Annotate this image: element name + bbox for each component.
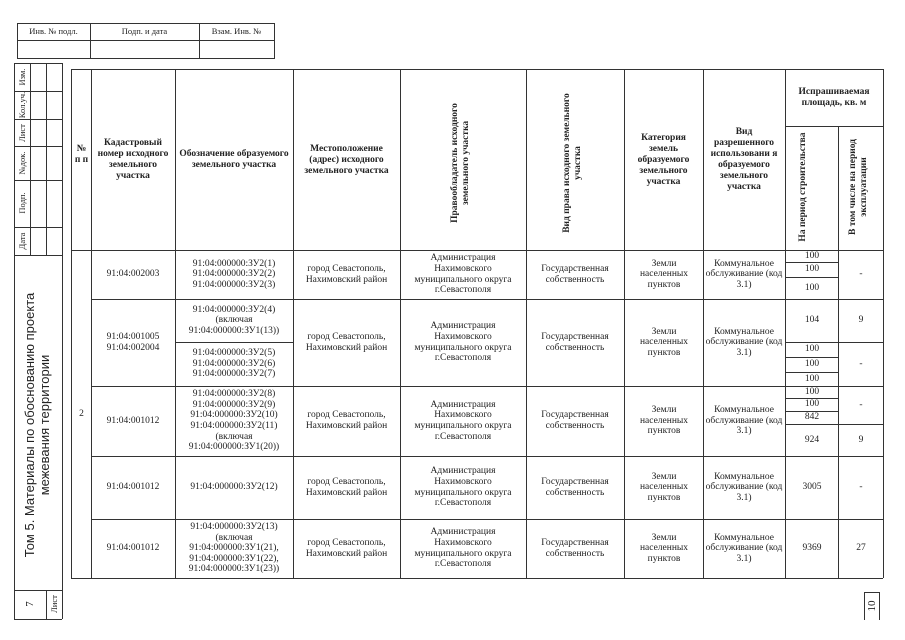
header-num: № п п: [74, 144, 89, 165]
row3-construction-b: 924: [804, 434, 820, 445]
row3-right: Государственная собственность: [541, 410, 609, 431]
row2-construction-b1: 100: [804, 344, 820, 355]
header-use: Вид разрешенного использовани я образуемого земельного участка: [710, 127, 778, 192]
page-number: 10: [866, 600, 878, 612]
row2-designation-b: 91:04:000000:ЗУ2(5) 91:04:000000:ЗУ2(6) 91:04:000000:ЗУ2(7): [192, 348, 276, 380]
stamp-inv-podl: Инв. № подл.: [29, 26, 78, 37]
stamp-podp: Подп.: [17, 192, 27, 214]
header-category: Категория земель образуемого земельного участка: [637, 132, 690, 187]
row3-construction-a1: 100: [804, 386, 820, 397]
row1-location: город Севастополь, Нахимовский район: [305, 263, 388, 285]
row2-construction-b2: 100: [804, 359, 820, 370]
volume-title: Том 5. Материалы по обоснованию проекта межевания территории: [22, 292, 52, 558]
row4-use: Коммунальное обслуживание (код 3.1): [705, 471, 783, 503]
row4-operation: -: [859, 482, 863, 493]
header-cadastral: Кадастровый номер исходного земельного участка: [97, 138, 169, 181]
stamp-list: Лист: [17, 124, 27, 142]
stamp-koluch: Кол.уч.: [17, 91, 27, 119]
stamp-podp-data: Подп. и дата: [121, 26, 168, 37]
row2-construction-a: 104: [804, 315, 820, 326]
row5-designation: 91:04:000000:ЗУ2(13) (включая 91:04:000000:ЗУ1(21), 91:04:000000:ЗУ1(22), 91:04:000000:ЗУ1(23)): [188, 522, 280, 575]
row5-right: Государственная собственность: [541, 537, 609, 559]
row4-location: город Севастополь, Нахимовский район: [305, 476, 388, 498]
row2-right: Государственная собственность: [541, 331, 609, 353]
row1-operation: -: [859, 269, 863, 280]
row5-owner: Администрация Нахимовского муниципального округа г.Севастополя: [414, 527, 512, 570]
row5-construction: 9369: [802, 543, 822, 554]
row5-cadastral: 91:04:001012: [106, 543, 160, 554]
row1-construction-2: 100: [804, 264, 820, 275]
header-owner: Правообладатель исходного земельного участка: [450, 103, 471, 223]
row5-operation: 27: [856, 543, 866, 554]
row3-cadastral: 91:04:001012: [106, 415, 160, 426]
header-area-construction: На период строительства: [798, 132, 808, 242]
row2-use: Коммунальное обслуживание (код 3.1): [705, 326, 783, 358]
stamp-vzam-inv: Взам. Инв. №: [211, 26, 262, 37]
row1-use: Коммунальное обслуживание (код 3.1): [705, 258, 783, 290]
row3-owner: Администрация Нахимовского муниципального округа г.Севастополя: [414, 399, 512, 442]
header-area: Испрашиваемая площадь, кв. м: [798, 87, 870, 108]
row1-right: Государственная собственность: [541, 263, 609, 285]
row1-owner: Администрация Нахимовского муниципального округа г.Севастополя: [414, 253, 512, 296]
row2-cadastral: 91:04:001005 91:04:002004: [106, 331, 160, 353]
row5-category: Земли населенных пунктов: [639, 532, 689, 564]
row2-owner: Администрация Нахимовского муниципального округа г.Севастополя: [414, 321, 512, 364]
sheet-label: Лист: [49, 595, 59, 613]
row1-category: Земли населенных пунктов: [639, 258, 689, 290]
row4-category: Земли населенных пунктов: [639, 471, 689, 503]
row4-owner: Администрация Нахимовского муниципального округа г.Севастополя: [414, 466, 512, 509]
row2-operation-a: 9: [858, 315, 864, 326]
row3-designation: 91:04:000000:ЗУ2(8) 91:04:000000:ЗУ2(9) 91:04:000000:ЗУ2(10) 91:04:000000:ЗУ2(11) (включая 91:04:000000:ЗУ1(20)): [188, 389, 280, 453]
row4-cadastral: 91:04:001012: [106, 482, 160, 493]
row5-location: город Севастополь, Нахимовский район: [305, 537, 388, 559]
row3-location: город Севастополь, Нахимовский район: [305, 410, 388, 431]
row5-use: Коммунальное обслуживание (код 3.1): [705, 532, 783, 564]
row1-construction-1: 100: [804, 250, 820, 261]
row2-category: Земли населенных пунктов: [639, 326, 689, 358]
row1-designation: 91:04:000000:ЗУ2(1) 91:04:000000:ЗУ2(2) 91:04:000000:ЗУ2(3): [192, 258, 276, 290]
sheet-number: 7: [24, 601, 36, 607]
header-right: Вид права исходного земельного участка: [562, 93, 583, 233]
row3-operation-a: -: [859, 399, 863, 410]
row3-category: Земли населенных пунктов: [639, 405, 689, 437]
row1-construction-3: 100: [804, 282, 820, 293]
row1-cadastral: 91:04:002003: [106, 269, 160, 280]
stamp-izm: Изм.: [17, 68, 27, 86]
row4-construction: 3005: [802, 482, 822, 493]
row3-use: Коммунальное обслуживание (код 3.1): [705, 405, 783, 437]
row4-designation: 91:04:000000:ЗУ2(12): [190, 482, 278, 493]
header-location: Местоположение (адрес) исходного земельного участка: [304, 143, 389, 176]
row2-designation-a: 91:04:000000:ЗУ2(4) (включая 91:04:000000:ЗУ1(13)): [188, 304, 280, 336]
row2-construction-b3: 100: [804, 373, 820, 384]
row2-operation-b: -: [859, 358, 863, 369]
row3-operation-b: 9: [858, 434, 864, 445]
row3-construction-a3: 842: [804, 412, 820, 423]
stamp-ndok: №док.: [17, 151, 27, 175]
row2-location: город Севастополь, Нахимовский район: [305, 331, 388, 353]
header-area-operation: В том числе на период эксплуатации: [848, 139, 869, 235]
header-designation: Обозначение образуемого земельного участка: [179, 149, 289, 170]
row4-right: Государственная собственность: [541, 476, 609, 498]
stamp-data: Дата: [17, 232, 27, 250]
row3-construction-a2: 100: [804, 399, 820, 410]
row-number: 2: [79, 408, 84, 419]
